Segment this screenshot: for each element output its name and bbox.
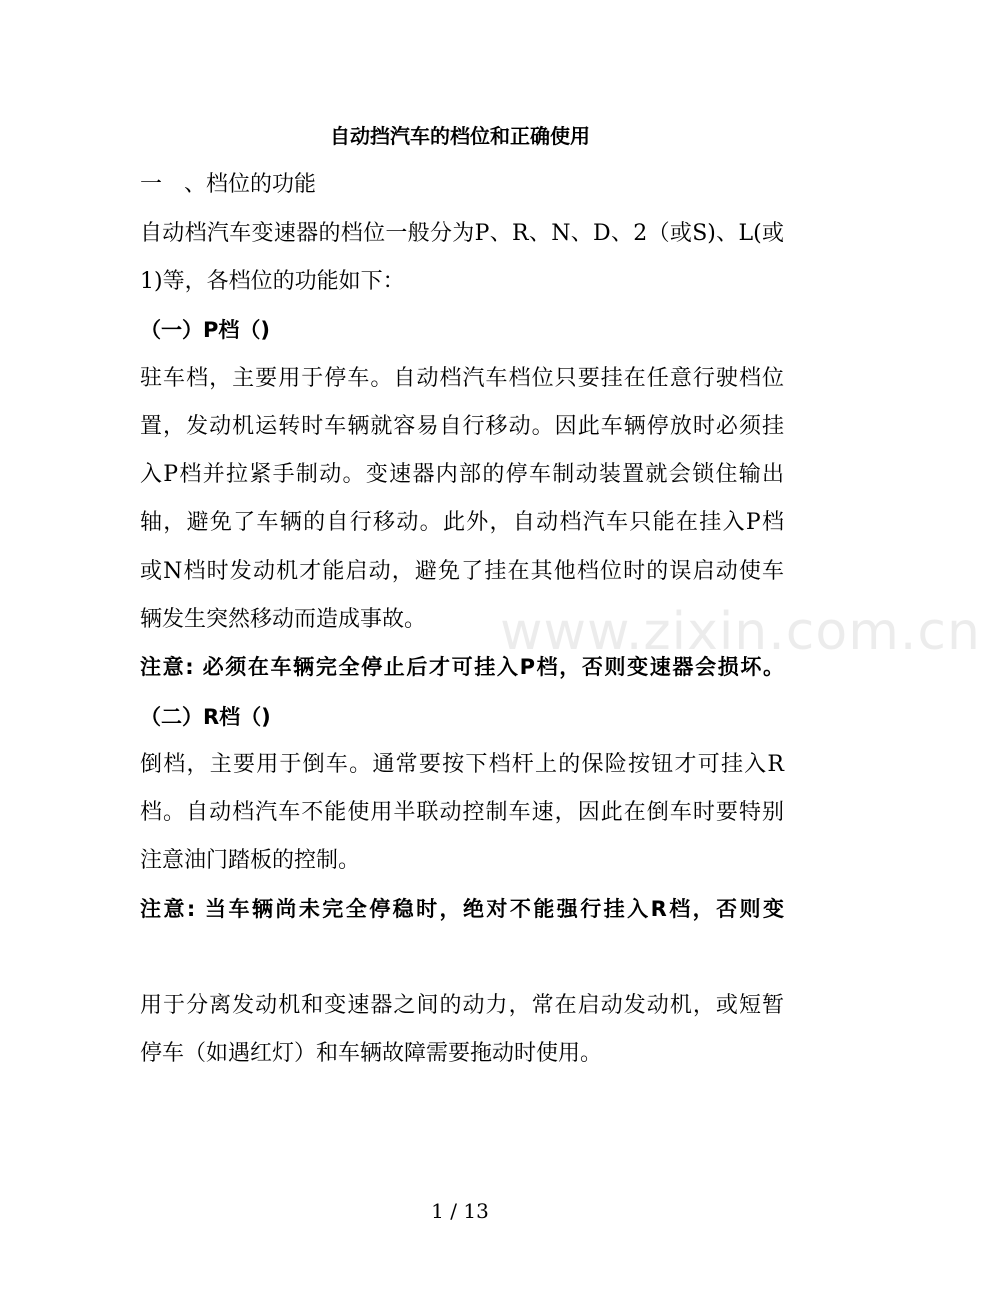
section-heading: 一 、档位的功能 (140, 172, 317, 197)
warning-note: 注意: 当车辆尚未完全停稳时，绝对不能强行挂入R档，否则变 (140, 897, 784, 921)
paragraph-line: 1)等，各档位的功能如下： (140, 269, 405, 294)
paragraph-line: 注意油门踏板的控制。 (140, 848, 361, 873)
paragraph-line: 倒档，主要用于倒车。通常要按下档杆上的保险按钮才可挂入R (140, 752, 784, 777)
paragraph-line: 入P档并拉紧手制动。变速器内部的停车制动装置就会锁住输出 (140, 462, 784, 487)
subsection-heading-r: （二）R档（) (140, 705, 271, 729)
paragraph-line: 辆发生突然移动而造成事故。 (140, 607, 427, 632)
watermark-text: www.zixin.com.cn (500, 602, 981, 662)
page-indicator: 1 / 13 (431, 1199, 489, 1223)
warning-note: 注意: 必须在车辆完全停止后才可挂入P档，否则变速器会损坏。 (140, 655, 784, 679)
subsection-heading-p: （一）P档（) (140, 318, 270, 342)
paragraph-line: 置，发动机运转时车辆就容易自行移动。因此车辆停放时必须挂 (140, 414, 784, 439)
paragraph-line: 自动档汽车变速器的档位一般分为P、R、N、D、2（或S)、L(或 (140, 221, 784, 246)
paragraph-line: 用于分离发动机和变速器之间的动力，常在启动发动机，或短暂 (140, 993, 784, 1018)
paragraph-line: 轴，避免了车辆的自行移动。此外，自动档汽车只能在挂入P档 (140, 510, 784, 535)
document-title: 自动挡汽车的档位和正确使用 (330, 124, 590, 148)
paragraph-line: 或N档时发动机才能启动，避免了挂在其他档位时的误启动使车 (140, 559, 784, 584)
paragraph-line: 驻车档，主要用于停车。自动档汽车档位只要挂在任意行驶档位 (140, 366, 784, 391)
paragraph-line: 档。自动档汽车不能使用半联动控制车速，因此在倒车时要特别 (140, 800, 784, 825)
paragraph-line: 停车（如遇红灯）和车辆故障需要拖动时使用。 (140, 1041, 603, 1066)
